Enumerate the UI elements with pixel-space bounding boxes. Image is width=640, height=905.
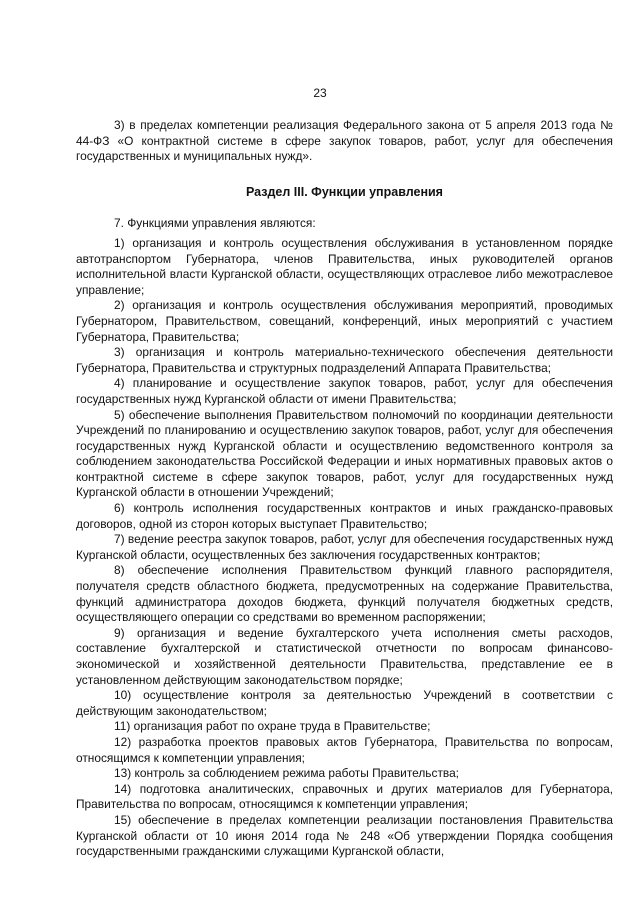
section-title: Раздел III. Функции управления <box>246 184 443 199</box>
function-item-10: 10) осуществление контроля за деятельностью Учреждений в соответствии с действующим законодательством; <box>76 688 613 718</box>
function-item-3: 3) организация и контроль материально-технического обеспечения деятельности Губернатора, Правительства и структурных подразделений Аппарата Правительства; <box>76 345 613 375</box>
function-item-2: 2) организация и контроль осуществления обслуживания мероприятий, проводимых Губернатором, Правительством, совещаний, конференций, иных мероприятий с участием Губернатора, Правительства; <box>76 298 613 344</box>
function-item-9: 9) организация и ведение бухгалтерского учета исполнения сметы расходов, составление бухгалтерской и статистической отчетности по вопросам финансово-экономической и хозяйственной деятельности Правительства, представление ее в установленном действующим законодательством порядке; <box>76 625 613 687</box>
document-body <box>76 118 613 860</box>
function-item-7: 7) ведение реестра закупок товаров, работ, услуг для обеспечения государственных нужд Курганской области, осуществленных без заключения государственных контрактов; <box>76 532 613 562</box>
page-number: 23 <box>313 86 327 100</box>
functions-lead: 7. Функциями управления являются: <box>114 216 316 231</box>
function-item-5: 5) обеспечение выполнения Правительством полномочий по координации деятельности Учреждений по планированию и осуществлению закупок товаров, работ, услуг для обеспечения государственных нужд Курганской области и осуществлению ведомственного контроля за соблюдением законодательства Российской Федерации и иных нормативных правовых актов о контрактной системе в сфере закупок товаров, работ, услуг для государственных нужд Курганской области в отношении Учреждений; <box>76 407 613 500</box>
function-item-11: 11) организация работ по охране труда в Правительстве; <box>114 719 431 734</box>
function-item-8: 8) обеспечение исполнения Правительством функций главного распорядителя, получателя средств областного бюджета, предусмотренных на содержание Правительства, функций администратора доходов бюджета, функций получателя бюджетных средств, осуществляющего операции со средствами во временном распоряжении; <box>76 563 613 625</box>
function-item-4: 4) планирование и осуществление закупок товаров, работ, услуг для обеспечения государственных нужд Курганской области от имени Правительства; <box>76 376 613 406</box>
function-item-15: 15) обеспечение в пределах компетенции реализации постановления Правительства Курганской области от 10 июня 2014 года № 248 «Об утверждении Порядка сообщения государственными гражданскими служащими Курганской области, <box>76 812 613 859</box>
function-item-6: 6) контроль исполнения государственных контрактов и иных гражданско-правовых договоров, одной из сторон которых выступает Правительство; <box>76 501 613 531</box>
intro-item: 3) в пределах компетенции реализация Федерального закона от 5 апреля 2013 года № 44-ФЗ «О контрактной системе в сфере закупок товаров, работ, услуг для обеспечения государственных и муниципальных нужд». <box>76 118 613 164</box>
function-item-13: 13) контроль за соблюдением режима работы Правительства; <box>114 766 459 781</box>
function-item-12: 12) разработка проектов правовых актов Губернатора, Правительства по вопросам, относящимся к компетенции управления; <box>76 734 613 765</box>
function-item-1: 1) организация и контроль осуществления обслуживания в установленном порядке автотранспортом Губернатора, членов Правительства, иных руководителей органов исполнительной власти Курганской области, осуществляющих отраслевое либо межотраслевое управление; <box>76 235 613 297</box>
function-item-14: 14) подготовка аналитических, справочных и других материалов для Губернатора, Правительства по вопросам, относящимся к компетенции управления; <box>76 781 613 812</box>
